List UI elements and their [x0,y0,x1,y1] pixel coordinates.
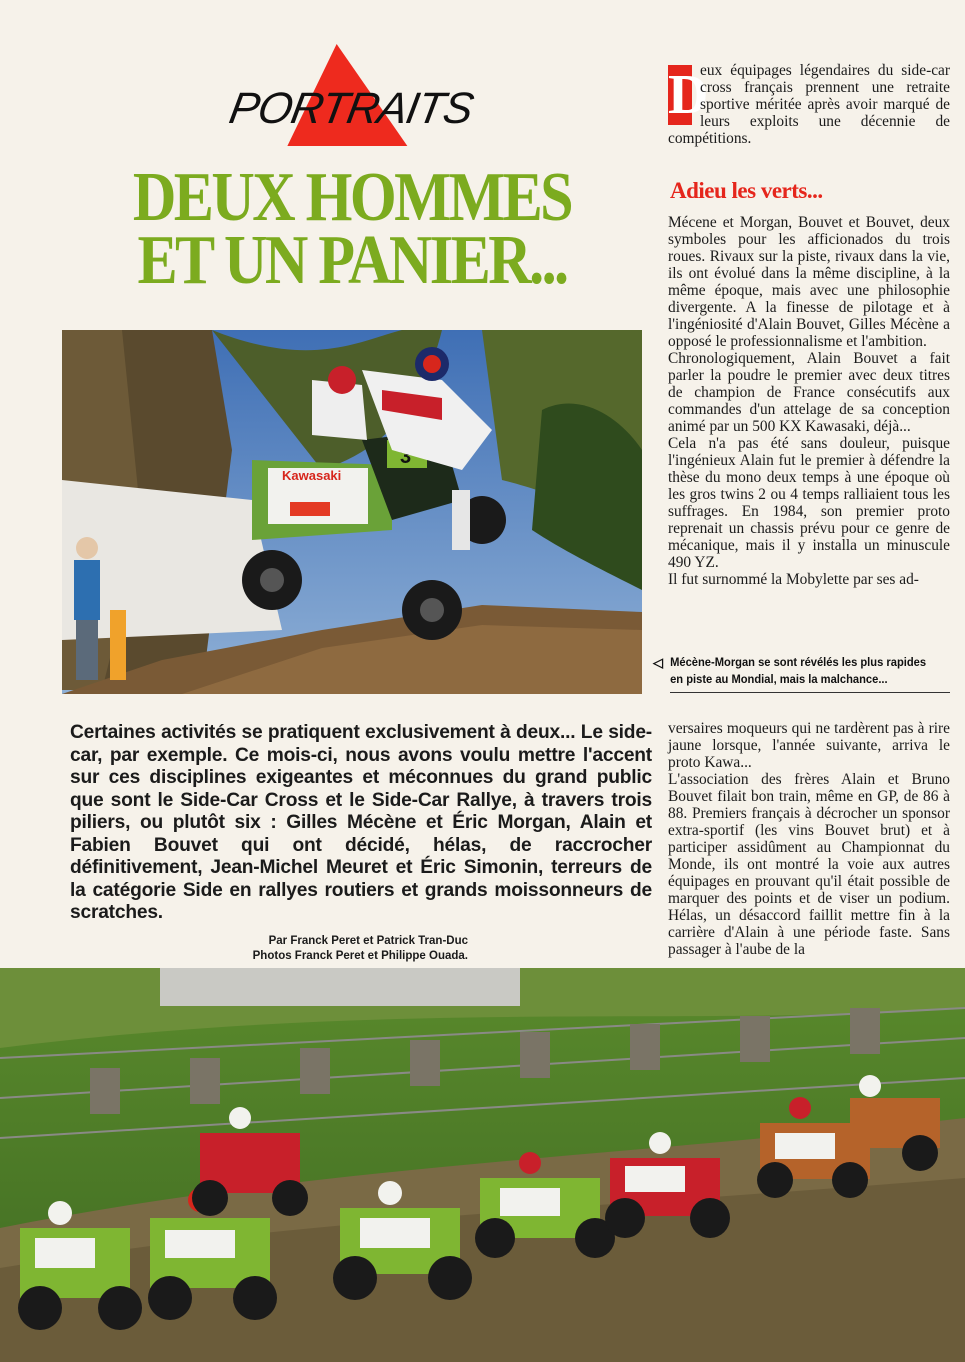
rubric-label: PORTRAITS [225,84,477,133]
photo-race-field [0,968,965,1362]
lead-paragraph: Certaines activités se pratiquent exclusivement à deux... Le side-car, par exemple. Ce mois-ci, nous avons voulu mettre l'accent sur ces disciplines exigeantes et méconnues du grand public que sont le Side-Car Cross et le Side-Car Rallye, à travers trois piliers, ou plutôt six : Gilles Mécène et Éric Morgan, Alain et Fabien Bouvet qui ont décidé, hélas, de raccrocher définitivement, Jean-Michel Meuret et Éric Simonin, terreurs de la catégorie Side en rallyes routiers et grands moissonneurs de scratches. [70,722,652,923]
paragraph: Mécene et Morgan, Bouvet et Bouvet, deux symboles pour les afficionados du trois roues. Rivaux sur la piste, rivaux dans la vie, ils ont évolué dans la même discipline, à la même époque, mais avec une philosophie divergente. A la finesse de pilotage et à l'ingéniosité d'Alain Bouvet, Gilles Mécène a opposé le professionnalisme et l'ambition. [668,214,950,350]
photo-sidecar-jump-image [62,330,642,694]
title-line-2: ET UN PANIER... [137,222,567,299]
fairing-brand-text: Kawasaki [282,468,342,483]
credits-authors: Par Franck Peret et Patrick Tran-Duc [268,935,468,947]
caption-divider [670,692,950,693]
paragraph: L'association des frères Alain et Bruno Bouvet filait bon train, même en GP, de 86 à 88. Premiers français à décrocher un sponsor extra-sportif (les vins Bouvet brut) et à participer assidûment au Championnat du Monde, ils ont montré la voie aux autres équipages en prouvant qu'il était possible de marquer des points et de viser un podium. Hélas, un désaccord faillit mettre fin à la carrière d'Alain à une période faste. Sans passager à l'aube de la [668,771,950,958]
photo-caption [653,654,953,688]
rubric-portraits [222,42,482,154]
paragraph: versaires moqueurs qui ne tardèrent pas à rire jaune lorsque, l'année suivante, arriva le proto Kawa... [668,720,950,771]
caption-arrow-icon: ◁ [653,655,663,670]
paragraph: Cela n'a pas été sans douleur, puisque l'ingénieux Alain fut le premier à défendre la thèse du mono deux temps à une époque où les gros twins 2 ou 4 temps ralliaient tous les suffrages. En 1984, son premier proto reprenait un chassis prévu pour ce genre de mécanique, mais il y installa un minuscule 490 YZ. [668,435,950,571]
photo-sidecar-jump [62,330,642,694]
intro-paragraph [668,62,950,147]
drop-cap: D [668,64,709,126]
caption-line-2: en piste au Mondial, mais la malchance... [670,672,888,686]
title-line-1: DEUX HOMMES [132,159,572,236]
article-title [128,159,575,299]
credits [200,934,468,964]
credits-photos: Photos Franck Peret et Philippe Ouada. [252,950,468,962]
column-1-body [668,214,950,588]
photo-race-field-image [0,968,965,1362]
paragraph: Chronologiquement, Alain Bouvet a fait parler la poudre le premier avec deux titres de champion de France consécutifs aux commandes d'un attelage de sa conception animé par un 500 KX Kawasaki, déjà... [668,350,950,435]
paragraph: Il fut surnommé la Mobylette par ses ad- [668,571,919,588]
section-subhead: Adieu les verts... [670,178,823,203]
race-number-text: 3 [400,446,412,468]
intro-text: eux équipages légendaires du side-car cross français prennent une retraite sportive méritée après avoir marqué de leurs exploits une décennie de compétitions. [668,62,950,147]
caption-line-1: Mécène-Morgan se sont révélés les plus rapides [670,655,927,669]
column-2-body [668,720,950,958]
